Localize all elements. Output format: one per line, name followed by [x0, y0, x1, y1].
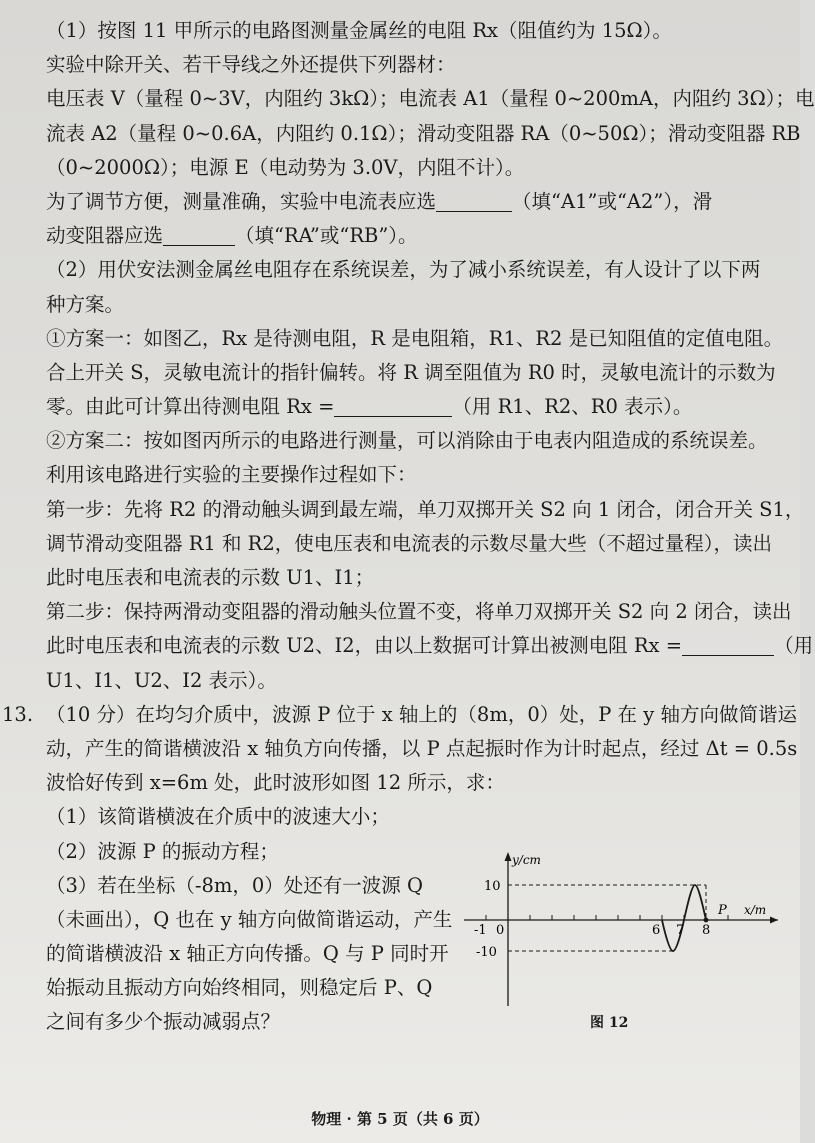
question-13-line: 动，产生的简谐横波沿 x 轴负方向传播，以 P 点起振时作为计时起点，经过 Δt = 0.5s: [46, 736, 798, 760]
y-tick-top-label: 10: [484, 879, 501, 894]
part2-line: 第一步：先将 R2 的滑动触头调到最左端，单刀双掷开关 S2 向 1 闭合，闭合开关 S1，: [46, 497, 805, 521]
part2-line: 此时电压表和电流表的示数 U1、I1；: [46, 566, 375, 589]
rx-scheme2-hint: （用: [774, 634, 814, 658]
x-ticks: [486, 915, 728, 920]
rx-formula-question: 零。由此可计算出待测电阻 Rx =: [46, 395, 335, 419]
x-tick-7-label: 7: [676, 923, 685, 938]
wave-curve: [662, 885, 706, 951]
wave-figure-12: [456, 848, 786, 1008]
rheostat-question: 动变阻器应选: [46, 224, 164, 248]
ammeter-hint: （填“A1”或“A2”），滑: [512, 189, 713, 213]
answer-blank-rx-scheme2[interactable]: [682, 633, 774, 656]
origin-label: 0: [496, 923, 505, 938]
y-tick-bottom-label: -10: [476, 945, 497, 960]
question-13-line: （3）若在坐标（-8m，0）处还有一波源 Q: [46, 873, 423, 897]
part1-line: （1）按图 11 甲所示的电路图测量金属丝的电阻 Rx（阻值约为 15Ω）。: [46, 19, 672, 42]
part2-line: 合上开关 S，灵敏电流计的指针偏转。将 R 调至阻值为 R0 时，灵敏电流计的示数为: [46, 360, 776, 384]
question-13-line: （1）该简谐横波在介质中的波速大小；: [46, 805, 390, 829]
part2-line: [46, 390, 778, 424]
answer-blank-rx-scheme1[interactable]: [334, 394, 452, 417]
rheostat-hint: （填“RA”或“RB”）。: [235, 224, 418, 248]
part2-line: [46, 629, 814, 663]
part2-line: 利用该电路进行实验的主要操作过程如下：: [46, 463, 417, 487]
part2-line: （2）用伏安法测金属丝电阻存在系统误差，为了减小系统误差，有人设计了以下两: [46, 258, 761, 282]
x-axis-arrow-icon: [770, 917, 778, 924]
x-tick-6-label: 6: [652, 923, 661, 938]
question-13-line: 的简谐横波沿 x 轴正方向传播。Q 与 P 同时开: [46, 942, 449, 966]
question-13-line: 波恰好传到 x=6m 处，此时波形如图 12 所示，求：: [46, 771, 505, 795]
ammeter-question: 为了调节方便，测量准确，实验中电流表应选: [46, 189, 437, 213]
part2-line: U1、I1、U2、I2 表示）。: [46, 668, 277, 692]
part2-line: 调节滑动变阻器 R1 和 R2，使电压表和电流表的示数尽量大些（不超过量程），读出: [46, 531, 773, 555]
y-axis-arrow-icon: [505, 852, 512, 861]
part1-line: [46, 219, 778, 253]
answer-blank-ammeter[interactable]: [436, 189, 512, 212]
question-13-line: [2, 698, 797, 732]
part2-line: 种方案。: [46, 292, 125, 316]
part2-line: ①方案一：如图乙，Rx 是待测电阻，R 是电阻箱，R1、R2 是已知阻值的定值电阻。: [46, 326, 784, 350]
question-13-line: （未画出），Q 也在 y 轴方向做简谐运动，产生: [46, 907, 453, 931]
part2-line: 第二步：保持两滑动变阻器的滑动触头位置不变，将单刀双掷开关 S2 向 2 闭合，读出: [46, 600, 792, 624]
answer-blank-rheostat[interactable]: [163, 223, 235, 246]
part2-line: ②方案二：按如图丙所示的电路进行测量，可以消除由于电表内阻造成的系统误差。: [46, 429, 768, 453]
figure-caption: 图 12: [590, 1015, 629, 1031]
page-footer: 物理 · 第 5 页（共 6 页）: [311, 1110, 489, 1128]
part1-line: 流表 A2（量程 0~0.6A，内阻约 0.1Ω）；滑动变阻器 RA（0~50Ω）；滑动变阻器 RB: [46, 121, 801, 145]
rx-formula-hint: （用 R1、R2、R0 表示）。: [452, 395, 693, 419]
rx-scheme2-question: 此时电压表和电流表的示数 U2、I2，由以上数据可计算出被测电阻 Rx =: [46, 634, 683, 658]
x-axis-label: x/m: [744, 903, 767, 917]
question-13-line: 之间有多少个振动减弱点？: [46, 1010, 281, 1034]
part1-line: 实验中除开关、若干导线之外还提供下列器材：: [46, 53, 456, 77]
question-number: 13.: [2, 702, 34, 726]
part1-line: [46, 185, 778, 219]
question-13-line: （2）波源 P 的振动方程；: [46, 839, 279, 863]
x-tick-8-label: 8: [702, 923, 711, 938]
question-13-line: 始振动且振动方向始终相同，则稳定后 P、Q: [46, 976, 433, 1000]
source-p-point: [704, 918, 709, 923]
x-tick-neg-label: -1: [474, 923, 487, 938]
part1-line: （0~2000Ω）；电源 E（电动势为 3.0V，内阻不计）。: [46, 155, 525, 179]
point-p-label: P: [718, 903, 727, 918]
part1-line: 电压表 V（量程 0~3V，内阻约 3kΩ）；电流表 A1（量程 0~200mA，内阻约 3Ω）；电: [46, 87, 815, 111]
y-axis-label: y/cm: [512, 853, 541, 867]
question-13-text: （10 分）在均匀介质中，波源 P 位于 x 轴上的（8m，0）处，P 在 y 轴方向做简谐运: [46, 702, 797, 726]
